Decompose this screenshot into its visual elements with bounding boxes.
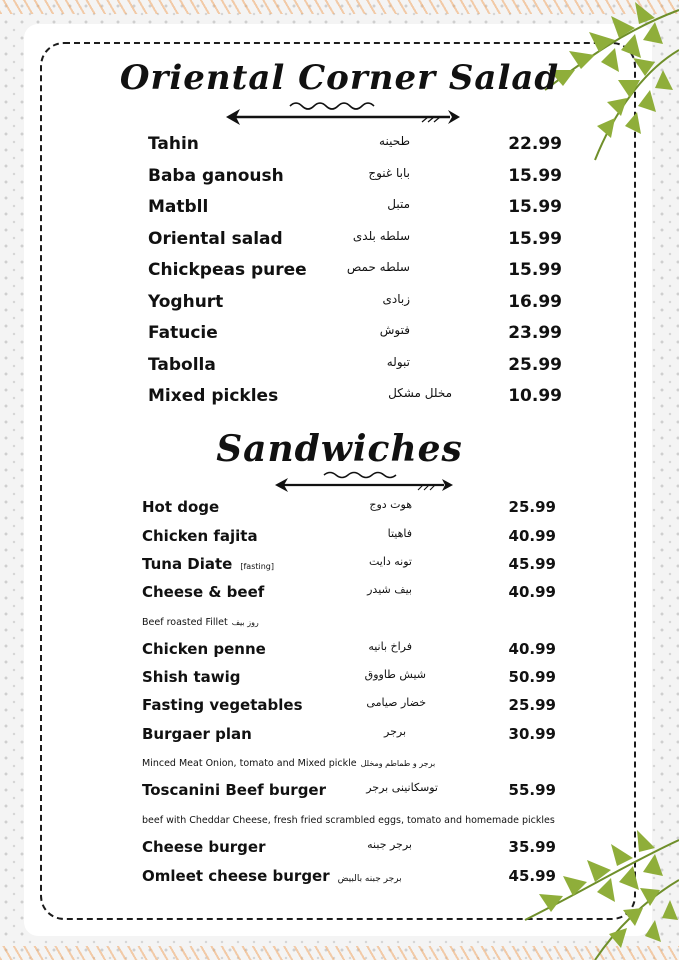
item-arabic-name: برجر جبنه بالبيض: [337, 874, 402, 884]
menu-item: [142, 640, 556, 666]
menu-item: [142, 498, 556, 524]
item-arabic-name: برجر جبنه: [367, 838, 412, 851]
item-price: 15.99: [508, 229, 562, 249]
item-arabic-name: فاهيتا: [387, 527, 412, 540]
item-price: 40.99: [508, 640, 556, 658]
item-name: Chicken fajita: [142, 527, 258, 545]
item-price: 15.99: [508, 197, 562, 217]
item-arabic-name: توسكانينى برجر: [366, 781, 438, 794]
menu-item: [148, 292, 562, 318]
menu-item: [148, 166, 562, 192]
note-arabic: روز بيف: [231, 618, 259, 627]
item-arabic-name: مخلل مشكل: [388, 386, 452, 400]
item-name: Tabolla: [148, 355, 216, 375]
item-arabic-name: بيف شيدر: [367, 583, 412, 596]
menu-item: [148, 134, 562, 160]
item-name: Chicken penne: [142, 640, 266, 658]
item-arabic-name: بابا غنوج: [368, 166, 410, 180]
section-title-salad: Oriental Corner Salad: [119, 58, 560, 98]
item-name: Toscanini Beef burger: [142, 781, 326, 799]
item-name: Matbll: [148, 197, 209, 217]
note-arabic: برجر و طماطم ومخلل: [360, 759, 436, 768]
item-price: 23.99: [508, 323, 562, 343]
item-name: Oriental salad: [148, 229, 283, 249]
menu-item: [142, 867, 556, 893]
menu-item: [148, 323, 562, 349]
item-description: [142, 617, 259, 628]
item-arabic-name: خضار صيامى: [366, 696, 426, 709]
item-description: [142, 758, 435, 769]
menu-item: [142, 781, 556, 807]
menu-item: [142, 696, 556, 722]
item-name: Baba ganoush: [148, 166, 284, 186]
item-price: 16.99: [508, 292, 562, 312]
section-title-sandwiches: Sandwiches: [216, 428, 463, 470]
item-price: 45.99: [508, 867, 556, 885]
note-text: beef with Cheddar Cheese, fresh fried scrambled eggs, tomato and homemade pickles: [142, 815, 555, 826]
item-arabic-name: متبل: [387, 197, 410, 211]
item-price: 25.99: [508, 355, 562, 375]
menu-item: [148, 197, 562, 223]
item-price: 22.99: [508, 134, 562, 154]
item-arabic-name: طحينه: [379, 134, 410, 148]
item-name: Cheese burger: [142, 838, 266, 856]
item-price: 45.99: [508, 555, 556, 573]
item-arabic-name: فتوش: [379, 323, 410, 337]
title-divider-arrow-icon: [222, 100, 464, 128]
item-price: 25.99: [508, 498, 556, 516]
item-name: Fasting vegetables: [142, 696, 303, 714]
menu-item: [142, 583, 556, 609]
item-price: 15.99: [508, 260, 562, 280]
item-price: 25.99: [508, 696, 556, 714]
item-arabic-name: سلطه حمص: [346, 260, 410, 274]
item-name: Shish tawig: [142, 668, 241, 686]
fasting-tag: [fasting]: [240, 562, 274, 571]
menu-item: [142, 527, 556, 553]
menu-item: [142, 555, 556, 581]
item-price: 10.99: [508, 386, 562, 406]
item-arabic-name: شيش طاووق: [364, 668, 426, 681]
item-arabic-name: سلطه بلدى: [352, 229, 410, 243]
title-divider-arrow-icon: [272, 470, 456, 496]
item-price: 40.99: [508, 583, 556, 601]
item-arabic-name: تبوله: [386, 355, 410, 369]
item-arabic-name: تونه دايت: [368, 555, 412, 568]
note-text: Beef roasted Fillet: [142, 617, 228, 628]
item-name: Yoghurt: [148, 292, 224, 312]
item-name: Tahin: [148, 134, 199, 154]
menu-item: [148, 229, 562, 255]
item-arabic-name: هوت دوج: [369, 498, 412, 511]
note-text: Minced Meat Onion, tomato and Mixed pickle: [142, 758, 357, 769]
menu-item: [148, 355, 562, 381]
menu-item: [142, 838, 556, 864]
item-price: 15.99: [508, 166, 562, 186]
item-price: 35.99: [508, 838, 556, 856]
item-name: Chickpeas puree: [148, 260, 307, 280]
item-name: Omleet cheese burger: [142, 867, 330, 885]
item-price: 55.99: [508, 781, 556, 799]
item-arabic-name: برجر: [384, 725, 406, 738]
item-name: Hot doge: [142, 498, 220, 516]
item-price: 50.99: [508, 668, 556, 686]
menu-item: [142, 725, 556, 751]
item-name: Tuna Diate: [142, 555, 233, 573]
item-arabic-name: زبادى: [382, 292, 410, 306]
item-arabic-name: فراخ بانيه: [368, 640, 412, 653]
item-name: Mixed pickles: [148, 386, 279, 406]
menu-item: [148, 386, 562, 412]
item-price: 30.99: [508, 725, 556, 743]
item-name: Fatucie: [148, 323, 218, 343]
item-price: 40.99: [508, 527, 556, 545]
item-name: Cheese & beef: [142, 583, 265, 601]
item-name: Burgaer plan: [142, 725, 252, 743]
item-description: [142, 815, 555, 826]
menu-item: [142, 668, 556, 694]
menu-item: [148, 260, 562, 286]
